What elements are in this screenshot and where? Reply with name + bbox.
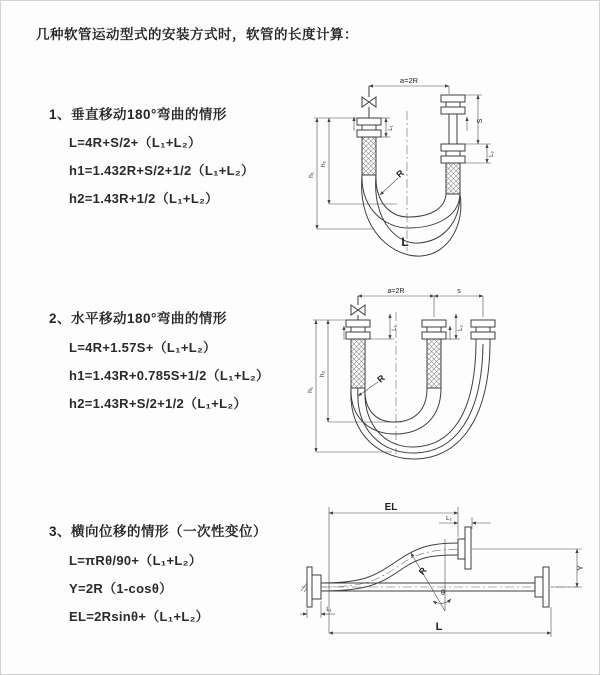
upper-flange xyxy=(458,527,471,569)
left-flange xyxy=(307,567,321,607)
diagram-horizontal-180-bend xyxy=(304,284,599,459)
valve-icon xyxy=(362,86,376,118)
pipe1-flange xyxy=(346,320,370,339)
dim-fit-left xyxy=(300,601,335,618)
left-pipe-flange xyxy=(357,118,381,137)
dim-y xyxy=(472,549,585,587)
left-braided-hose xyxy=(362,137,376,175)
section-1-formula-L: L=4R+S/2+（L₁+L₂） xyxy=(69,135,202,150)
dim-label-l1: L₁ xyxy=(326,607,332,613)
dim-label-h1: h₁ xyxy=(307,387,314,393)
section-1-formula-h1: h1=1.432R+S/2+1/2（L₁+L₂） xyxy=(69,163,255,178)
section-3-formula-Y: Y=2R（1-cosθ） xyxy=(69,581,173,596)
dim-label-h2: h₂ xyxy=(320,160,327,168)
dim-theta xyxy=(433,590,451,603)
pipe3-flange xyxy=(471,320,495,344)
section-2-formula-h1: h1=1.43R+0.785S+1/2（L₁+L₂） xyxy=(69,368,270,383)
dim-label-l2: L₂ xyxy=(446,516,452,522)
pipe2-flange xyxy=(422,320,446,339)
right-pipe-flange-top xyxy=(441,95,465,114)
dim-radius xyxy=(380,167,406,195)
dim-label-y: Y xyxy=(576,565,585,571)
dim-label-r: R xyxy=(394,167,406,180)
dim-length xyxy=(329,607,551,637)
dim-label-s: S xyxy=(477,118,484,124)
dim-label-length: L xyxy=(435,621,443,633)
dim-top-width xyxy=(358,288,483,317)
dim-label-r: R xyxy=(375,372,387,385)
right-pipe-flange-lower xyxy=(441,144,465,163)
dim-el xyxy=(329,502,458,633)
dim-label-l2: L₂ xyxy=(458,325,464,331)
dim-label-a2r: a=2R xyxy=(399,76,419,85)
hose-curves xyxy=(351,344,490,459)
section-2-heading: 2、水平移动180°弯曲的情形 xyxy=(49,311,227,326)
page-title: 几种软管运动型式的安装方式时，软管的长度计算： xyxy=(36,27,358,42)
dim-label-a2r: a=2R xyxy=(387,288,405,295)
section-3-heading: 3、横向位移的情形（一次性变位） xyxy=(49,524,268,539)
displaced-hose xyxy=(321,543,471,591)
dim-fit-right xyxy=(461,144,495,163)
dim-label-l2: L₂ xyxy=(489,151,495,157)
section-3-formula-EL: EL=2Rsinθ+（L₁+L₂） xyxy=(69,609,209,624)
dim-label-length: L xyxy=(401,235,409,249)
dim-fit-left xyxy=(370,314,398,339)
dim-fit-right xyxy=(446,314,464,339)
valve-icon xyxy=(351,296,365,320)
pipe2-braided-hose xyxy=(427,339,441,388)
dim-label-h2: h₂ xyxy=(319,370,326,378)
dim-travel-s xyxy=(465,95,491,144)
diagram-vertical-180-bend xyxy=(301,71,551,261)
dim-label-r: R xyxy=(416,565,429,577)
section-2-formula-h2: h2=1.43R+S/2+1/2（L₁+L₂） xyxy=(69,396,247,411)
dim-label-el: EL xyxy=(384,502,398,513)
section-2-formula-L: L=4R+1.57S+（L₁+L₂） xyxy=(69,340,217,355)
section-1-heading: 1、垂直移动180°弯曲的情形 xyxy=(49,107,227,122)
diagram-lateral-displacement xyxy=(299,499,597,646)
dim-label-l1: L₁ xyxy=(392,325,398,331)
dim-top-width xyxy=(369,76,449,94)
dim-label-h1: h₁ xyxy=(308,172,315,178)
dim-label-theta: θ xyxy=(441,590,445,597)
dim-label-s: s xyxy=(457,288,461,295)
pipe1-braided-hose xyxy=(351,339,365,388)
right-braided-hose xyxy=(446,163,460,194)
section-1-formula-h2: h2=1.43R+1/2（L₁+L₂） xyxy=(69,191,219,206)
section-3-formula-L: L=πRθ/90+（L₁+L₂） xyxy=(69,553,202,568)
dim-label-l1: L₁ xyxy=(388,125,394,131)
right-flange xyxy=(535,567,549,607)
